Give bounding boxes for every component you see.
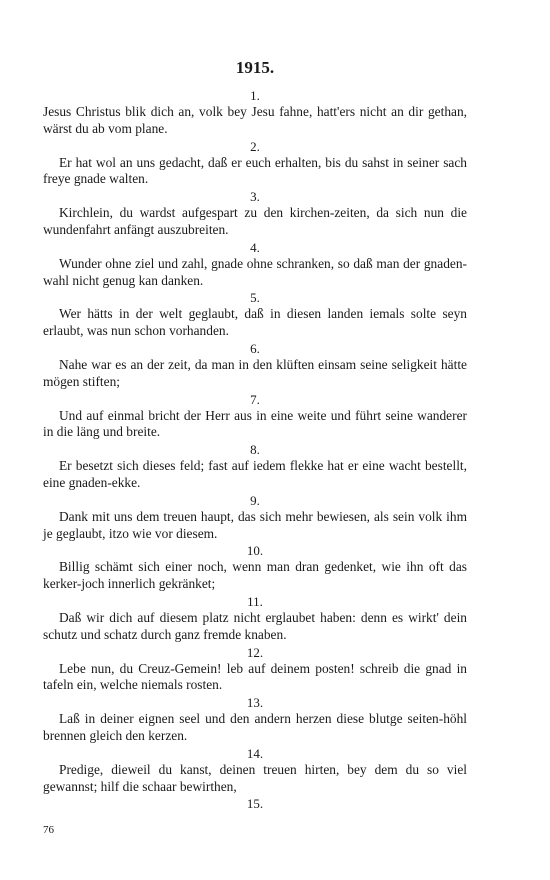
verse — [43, 795, 467, 812]
verse-number: 4. — [250, 239, 260, 255]
verse — [43, 644, 467, 695]
verse-text: Kirchlein, du wardst aufgespart zu den kirchen-zeiten, da sich nun die wundenfahrt anfängt auszubreiten. — [43, 205, 467, 237]
verse-number: 14. — [246, 745, 264, 761]
verse — [43, 492, 467, 543]
verse-text: Wunder ohne ziel und zahl, gnade ohne schranken, so daß man der gnaden-wahl nicht genug kan danken. — [43, 255, 467, 288]
verse-text: Nahe war es an der zeit, da man in den klüften einsam seine seligkeit hätte mögen stiften; — [43, 356, 467, 389]
verse — [43, 188, 467, 239]
verse-text: Laß in deiner eignen seel und den andern herzen diese blutge seiten-höhl brennen gleich den kerzen. — [43, 711, 467, 743]
verse — [43, 694, 467, 745]
verse-number: 3. — [250, 189, 260, 205]
verse — [43, 340, 467, 391]
verse-text: Und auf einmal bricht der Herr aus in eine weite und führt seine wanderer in die läng und breite. — [43, 407, 467, 440]
verse — [43, 441, 467, 492]
verse-text: Dank mit uns dem treuen haupt, das sich mehr bewiesen, als sein volk ihm je geglaubt, itzo wie vor diesem. — [43, 508, 467, 541]
verse — [43, 391, 467, 442]
verse — [43, 239, 467, 290]
hymn-title: 1915. — [235, 58, 275, 77]
verse-number: 2. — [250, 138, 260, 154]
verse — [43, 87, 467, 138]
verse-number: 13. — [246, 695, 264, 711]
verse-number: 10. — [246, 543, 264, 559]
verse-text: Er hat wol an uns gedacht, daß er euch erhalten, bis du sahst in seiner sach freye gnade walten. — [43, 154, 467, 187]
verse-number: 6. — [250, 340, 260, 356]
verse-text: Jesus Christus blik dich an, volk bey Jesu fahne, hatt'ers nicht an dir gethan, wärst du ab vom plane. — [43, 104, 467, 136]
verse — [43, 593, 467, 644]
hymn-page — [43, 58, 467, 812]
verse — [43, 138, 467, 189]
verse-number: 5. — [250, 290, 260, 306]
page-number: 76 — [43, 824, 54, 836]
verse-number: 9. — [250, 492, 260, 508]
verse — [43, 289, 467, 340]
verse-number: 7. — [250, 391, 260, 407]
verse — [43, 542, 467, 593]
verse-text: Daß wir dich auf diesem platz nicht erglaubet haben: denn es wirkt' dein schutz und schatz durch ganz fremde knaben. — [43, 609, 467, 642]
verse-number: 12. — [246, 644, 264, 660]
verse-text: Lebe nun, du Creuz-Gemein! leb auf deinem posten! schreib die gnad in tafeln ein, welche niemals rosten. — [43, 660, 467, 693]
verse — [43, 745, 467, 796]
verse-number: 15. — [246, 796, 264, 812]
verse-number: 1. — [250, 88, 260, 103]
verse-text: Wer hätts in der welt geglaubt, daß in diesen landen iemals solte seyn erlaubt, was nun schon vorhanden. — [43, 306, 467, 339]
verse-number: 8. — [250, 442, 260, 458]
verse-text: Predige, dieweil du kanst, deinen treuen hirten, bey dem du so viel gewannst; hilf die schaar bewirthen, — [43, 761, 467, 794]
verse-text: Er besetzt sich dieses feld; fast auf iedem flekke hat er eine wacht bestellt, eine gnaden-ekke. — [43, 458, 467, 490]
verse-text: Billig schämt sich einer noch, wenn man dran gedenket, wie ihn oft das kerker-joch innerlich gekränket; — [43, 559, 467, 592]
verse-number: 11. — [247, 593, 263, 609]
